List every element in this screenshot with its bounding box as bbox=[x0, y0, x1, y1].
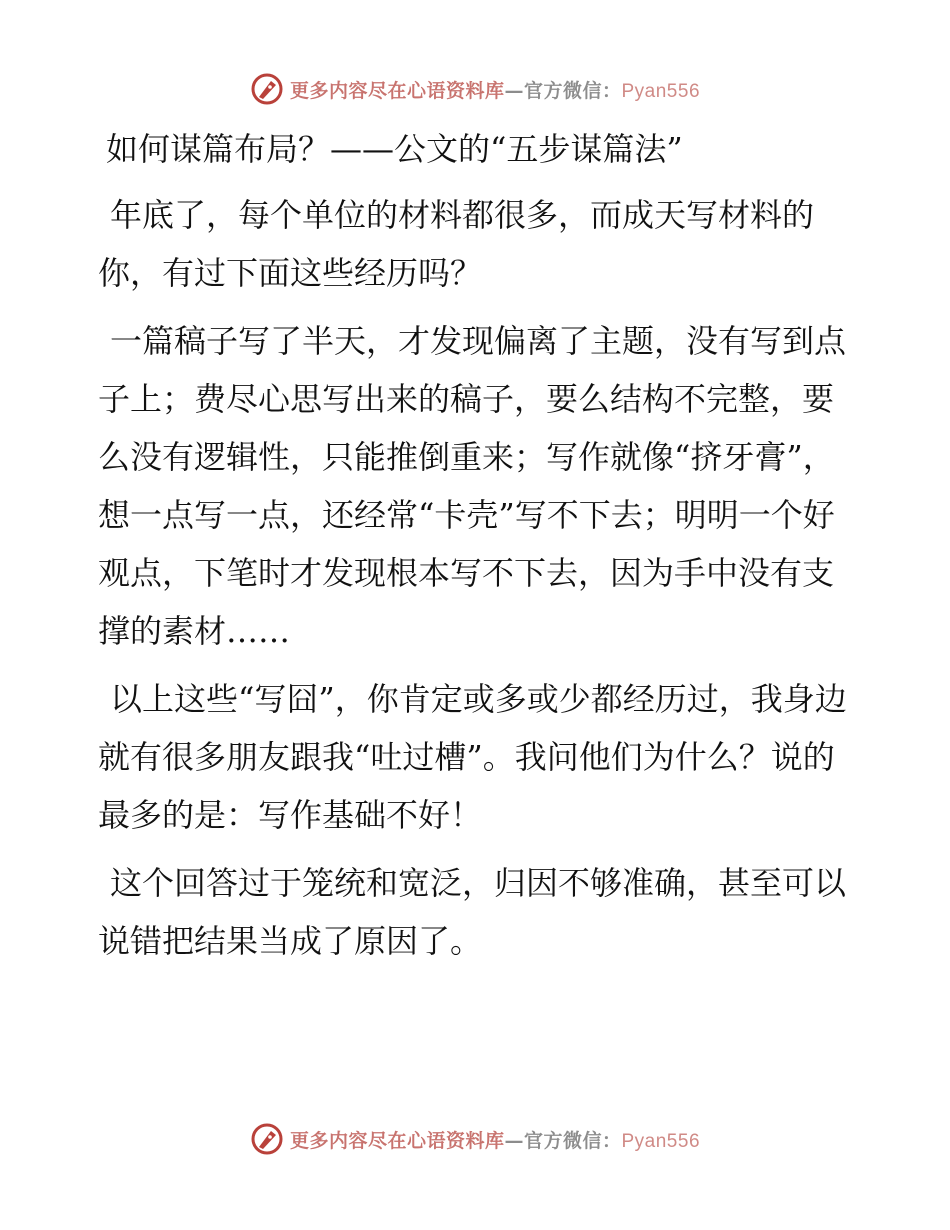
footer-banner bbox=[0, 1122, 950, 1156]
paragraph-2: 一篇稿子写了半天，才发现偏离了主题，没有写到点子上；费尽心思写出来的稿子，要么结构不完整，要么没有逻辑性，只能推倒重来；写作就像“挤牙膏”，想一点写一点，还经常“卡壳”写不下去；明明一个好观点，下笔时才发现根本写不下去，因为手中没有支撑的素材…… bbox=[98, 322, 847, 650]
banner-text: 更多内容尽在心语资料库—官方微信：Pyan556 bbox=[289, 1129, 701, 1152]
pen-nib-logo-icon bbox=[250, 1122, 284, 1156]
article-body bbox=[98, 124, 858, 980]
pen-nib-logo-icon bbox=[250, 72, 284, 106]
paragraph-1: 年底了，每个单位的材料都很多，而成天写材料的你，有过下面这些经历吗？ bbox=[98, 196, 815, 292]
article-title: 如何谋篇布局？——公文的“五步谋篇法” bbox=[106, 130, 683, 168]
header-banner bbox=[0, 72, 950, 106]
banner-text: 更多内容尽在心语资料库—官方微信：Pyan556 bbox=[289, 79, 701, 102]
paragraph-3: 以上这些“写囧”，你肯定或多或少都经历过，我身边就有很多朋友跟我“吐过槽”。我问他们为什么？说的最多的是：写作基础不好！ bbox=[98, 680, 847, 834]
paragraph-4: 这个回答过于笼统和宽泛，归因不够准确，甚至可以说错把结果当成了原因了。 bbox=[98, 864, 847, 960]
